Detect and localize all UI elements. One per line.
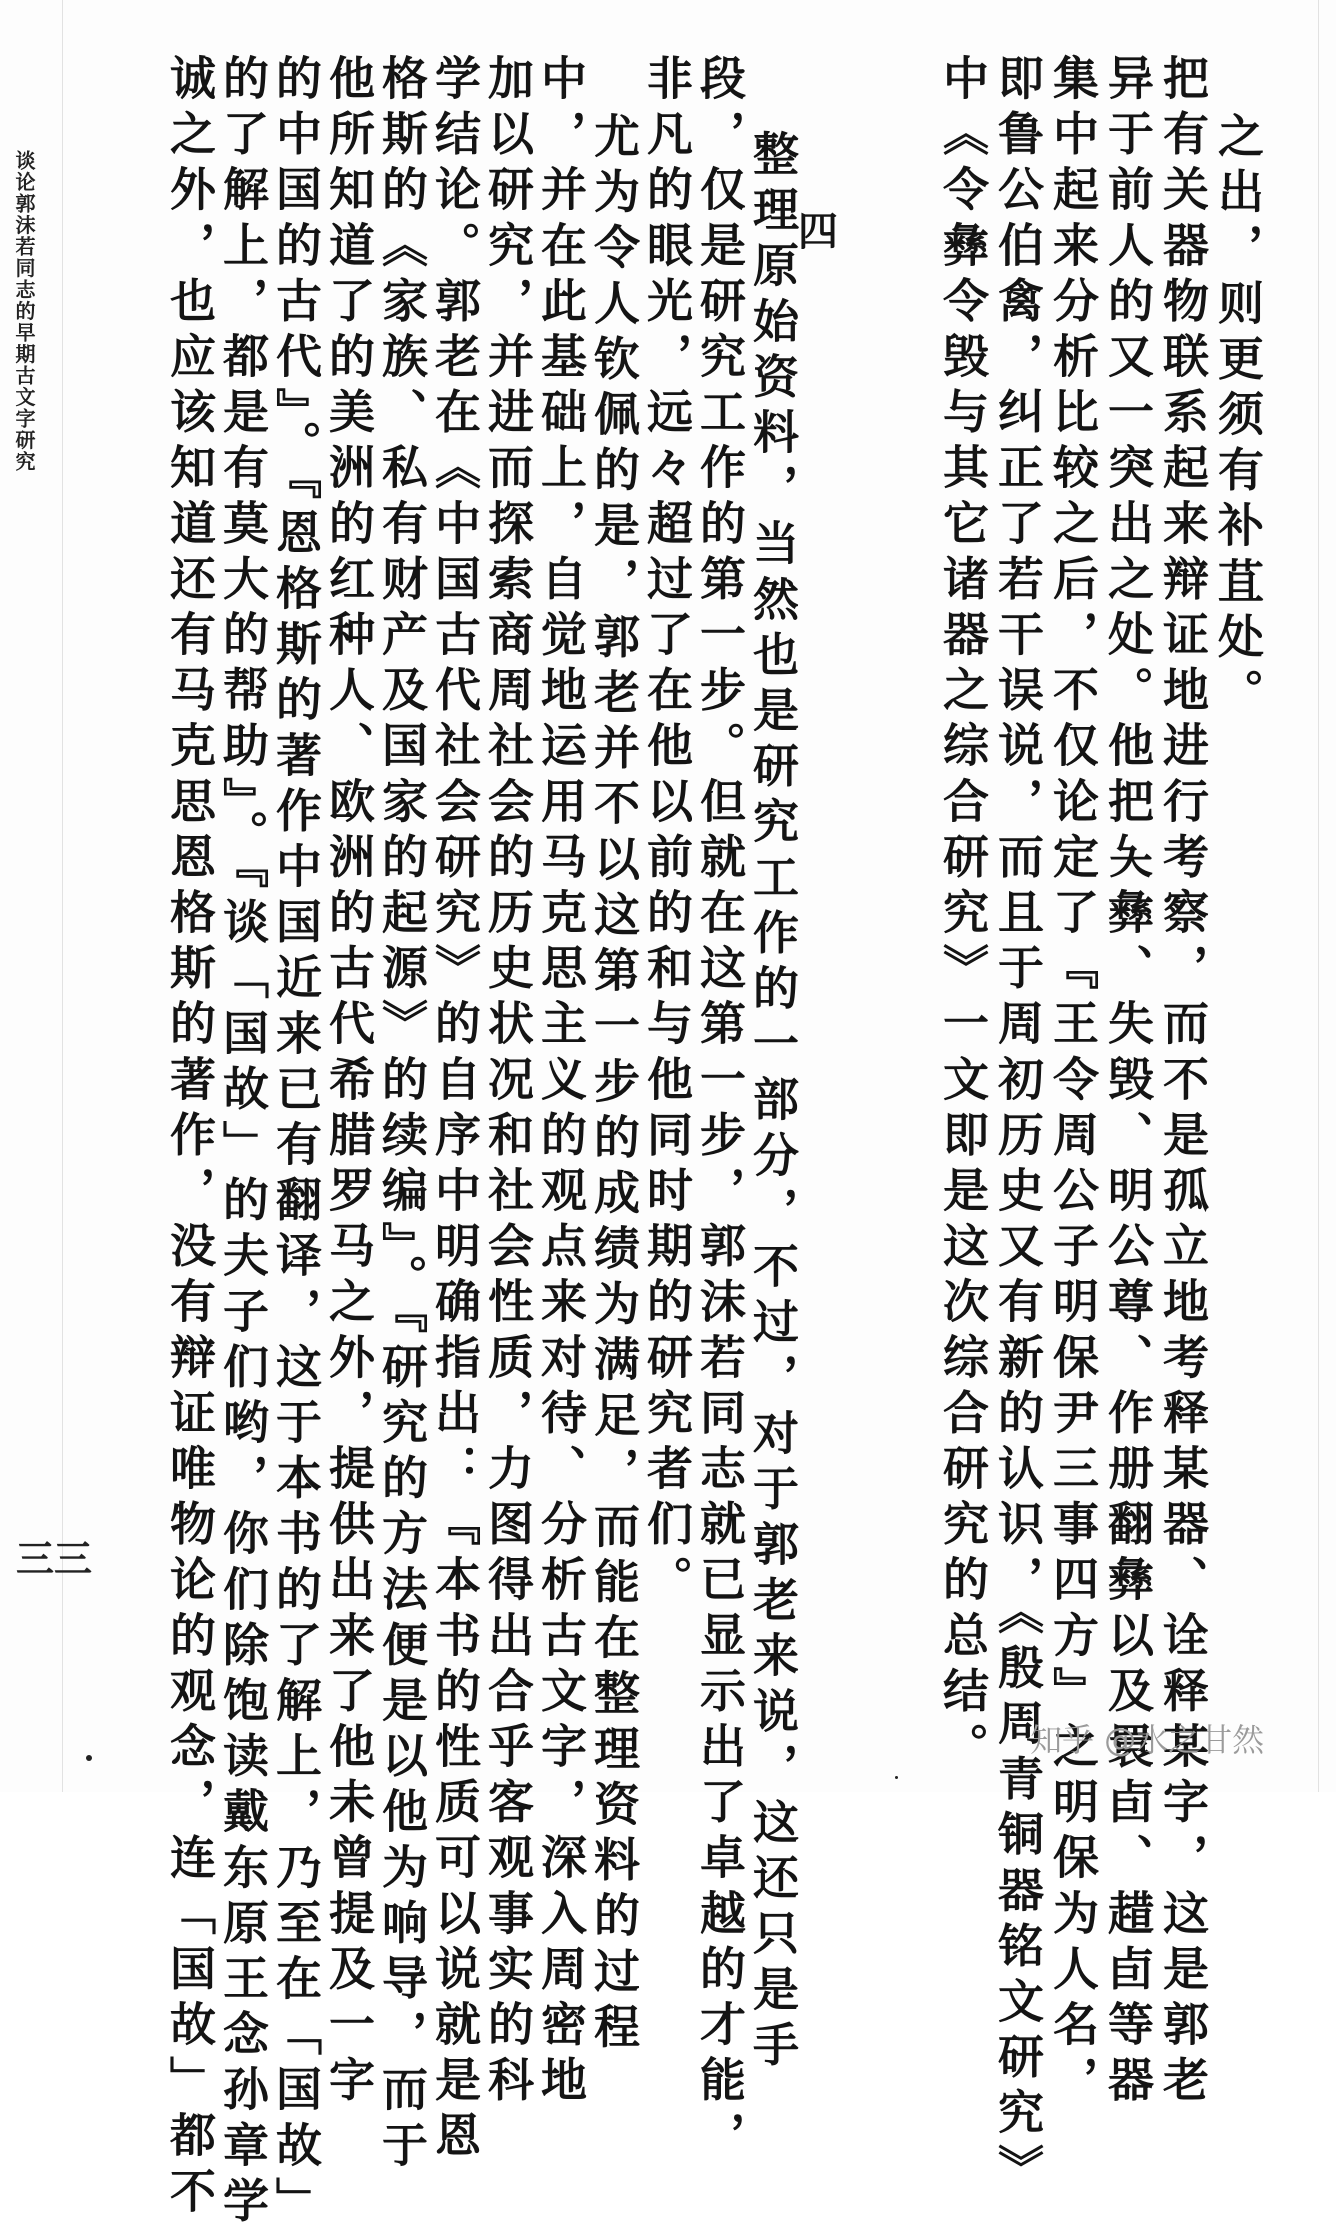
scan-speck xyxy=(895,1776,898,1779)
text-column: 中《令彝令毁与其它诸器之综合研究》一文即是这次综合研究的总结。 xyxy=(936,54,990,1778)
watermark: 知乎 @水之甘然 xyxy=(1030,1721,1265,1759)
scan-edge-line xyxy=(1318,0,1319,1792)
text-column: 之出，则更须有补苴处。 xyxy=(1211,112,1265,724)
text-column: 集中起来分析比较之后，不仅论定了『王令周公子明保尹三事四方』之明保为人名， xyxy=(1046,54,1100,2112)
text-column: 的中国的古代』。『恩格斯的著作中国近来已有翻译，这于本书的了解上，乃至在「国故」 xyxy=(269,54,323,2232)
section-number: 四 xyxy=(798,208,838,255)
text-column: 整理原始资料，当然也是研究工作的一部分，不过，对于郭老来说，这还只是手 xyxy=(746,130,800,2076)
text-column: 诚之外，也应该知道还有马克思恩格斯的著作，没有辩证唯物论的观念，连「国故」都不 xyxy=(163,54,217,2223)
text-column: 异于前人的又一突出之处。他把夨彝、失毁、明公尊、作册翻彝以及睘卣、趞卣等器 xyxy=(1101,54,1155,2112)
text-column: 加以研究，并进而探索商周社会的历史状况和社会性质，力图得出合乎客观事实的科 xyxy=(481,54,535,2112)
text-column: 他所知道了的美洲的红种人、欧洲的古代希腊罗马之外，提供出来了他未曾提及一字 xyxy=(322,54,376,2112)
text-column: 段，仅是研究工作的第一步。但就在这第一步，郭沫若同志就已显示出了卓越的才能， xyxy=(693,54,747,2167)
scan-speck xyxy=(86,1755,92,1761)
text-column: 中，并在此基础上，自觉地运用马克思主义的观点来对待、分析古文字，深入周密地 xyxy=(534,54,588,2112)
text-column: 格斯的《家族、私有财产及国家的起源》的续编』。『研究的方法便是以他为响导，而于 xyxy=(375,54,429,2177)
running-head: 谈论郭沫若同志的早期古文字研究 xyxy=(12,150,36,473)
text-column: 非凡的眼光，远々超过了在他以前的和与他同时期的研究者们。 xyxy=(640,54,694,1611)
text-column: 把有关器物联系起来辩证地进行考察，而不是孤立地考释某器、诠释某字，这是郭老 xyxy=(1156,54,1210,2112)
text-column: 的了解上，都是有莫大的帮助』。『谈「国故」的夫子们哟，你们除饱读戴东原王念孙章学 xyxy=(216,54,270,2232)
scan-edge-line xyxy=(62,0,63,1792)
text-column: 即鲁公伯禽，纠正了若干误说，而且于周初历史又有新的认识，《殷周青铜器铭文研究》 xyxy=(991,54,1045,2200)
text-column: 学结论。郭老在《中国古代社会研究》的自序中明确指出：『本书的性质可以说就是恩 xyxy=(428,54,482,2167)
page-number: 三三 xyxy=(16,1536,93,1581)
text-column: 尤为令人钦佩的是，郭老并不以这第一步的成绩为满足，而能在整理资料的过程 xyxy=(587,112,641,2058)
